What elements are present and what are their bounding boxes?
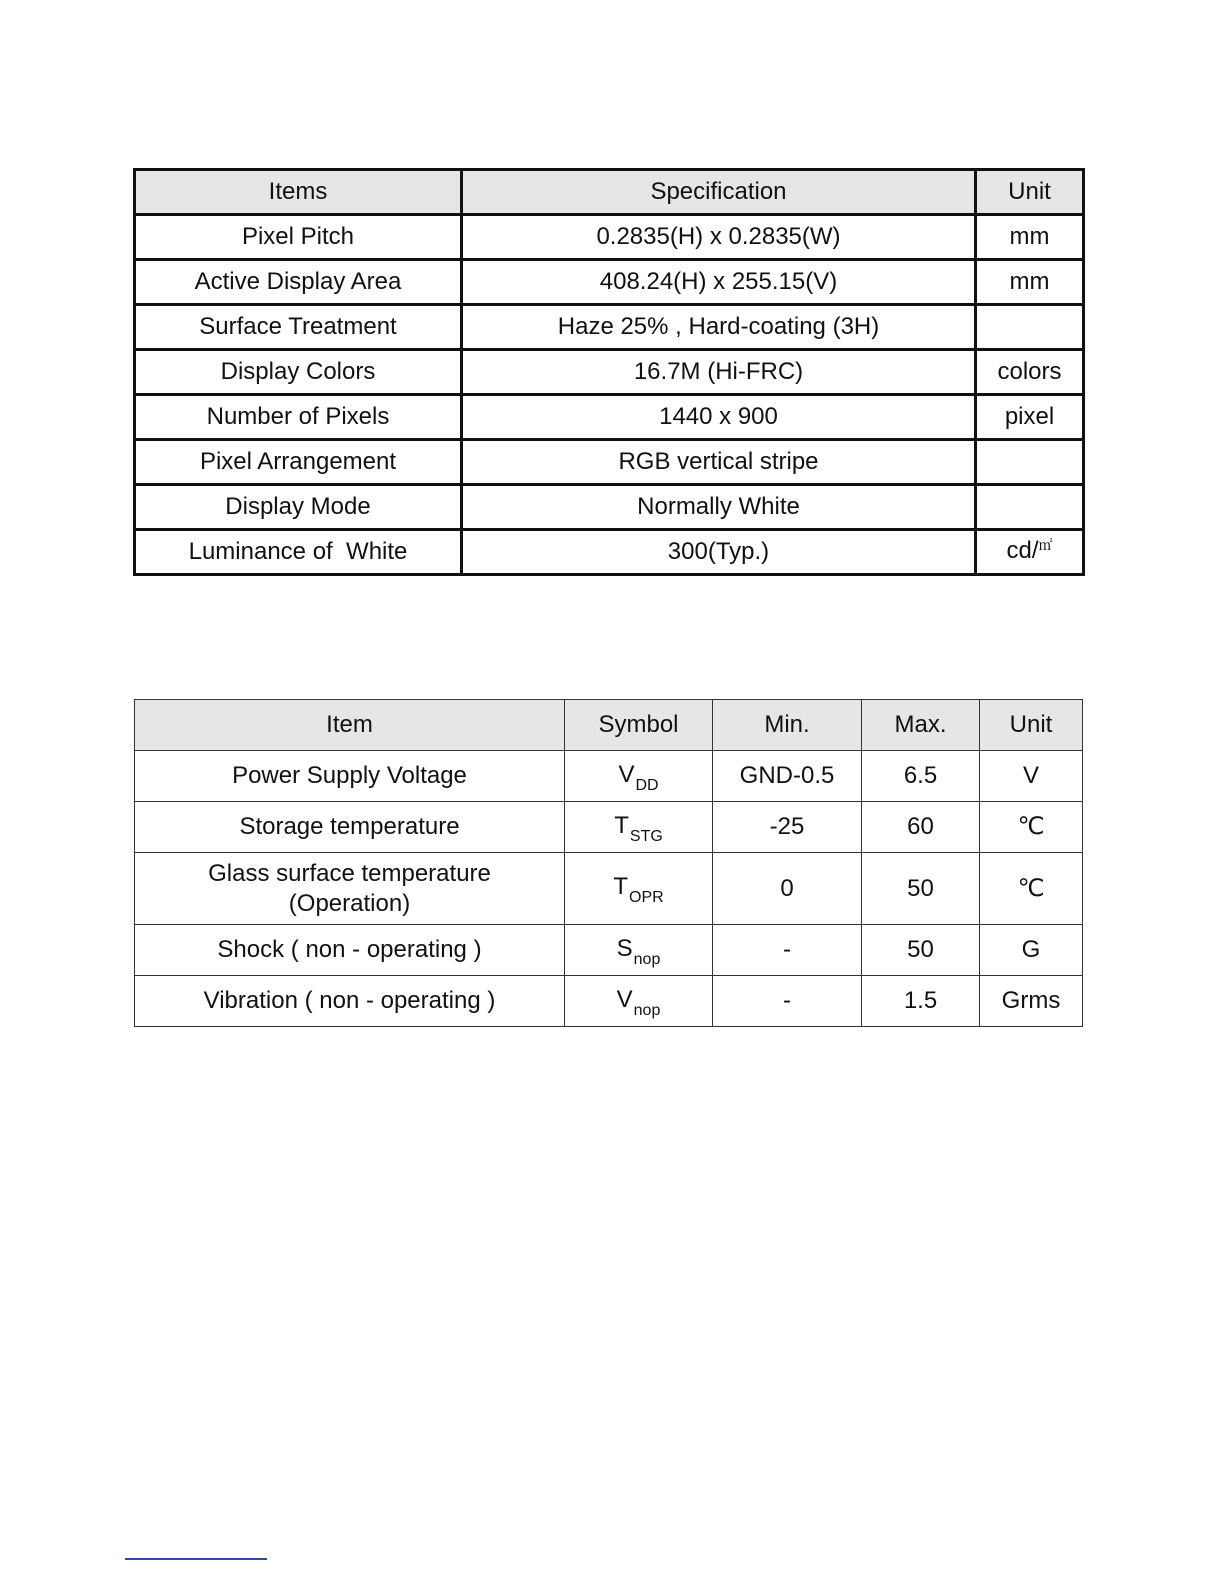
table-row — [135, 260, 1084, 305]
rating-min: - — [713, 925, 862, 976]
table-row — [135, 440, 1084, 485]
spec-value: 1440 x 900 — [462, 395, 976, 440]
spec-header-items: Items — [135, 170, 462, 215]
spec-item: Surface Treatment — [135, 305, 462, 350]
rating-item: Vibration ( non - operating ) — [135, 976, 565, 1027]
spec-item: Display Mode — [135, 485, 462, 530]
rating-symbol — [565, 853, 713, 925]
rating-min: - — [713, 976, 862, 1027]
symbol-subscript: DD — [635, 776, 659, 794]
spec-item: Pixel Arrangement — [135, 440, 462, 485]
rating-max: 6.5 — [862, 751, 980, 802]
table-row — [135, 751, 1083, 802]
table-row — [135, 802, 1083, 853]
spec-item: Pixel Pitch — [135, 215, 462, 260]
rating-item: Storage temperature — [135, 802, 565, 853]
rating-item — [135, 853, 565, 925]
symbol-letter: V — [616, 985, 633, 1013]
ratings-header-min: Min. — [713, 700, 862, 751]
footnote-divider — [125, 1558, 267, 1560]
spec-unit — [976, 305, 1084, 350]
table-row — [135, 305, 1084, 350]
symbol-letter: S — [616, 934, 633, 962]
rating-max: 50 — [862, 853, 980, 925]
ratings-header-symbol: Symbol — [565, 700, 713, 751]
spec-unit: colors — [976, 350, 1084, 395]
symbol-letter: V — [618, 760, 635, 788]
absolute-ratings-table — [134, 699, 1083, 1027]
rating-unit: Grms — [980, 976, 1083, 1027]
table-row — [135, 530, 1084, 575]
symbol-subscript: OPR — [629, 889, 664, 906]
unit-base: cd/ — [1006, 537, 1039, 564]
spec-value: Haze 25% , Hard-coating (3H) — [462, 305, 976, 350]
symbol-letter: T — [614, 811, 629, 839]
spec-unit — [976, 440, 1084, 485]
rating-unit: ℃ — [980, 802, 1083, 853]
rating-item: Shock ( non - operating ) — [135, 925, 565, 976]
table-row — [135, 976, 1083, 1027]
spec-header-row — [135, 170, 1084, 215]
rating-min: GND-0.5 — [713, 751, 862, 802]
spec-unit — [976, 485, 1084, 530]
ratings-header-unit: Unit — [980, 700, 1083, 751]
rating-item-line: Glass surface temperature — [208, 859, 491, 887]
rating-max: 50 — [862, 925, 980, 976]
table-row — [135, 925, 1083, 976]
table-row — [135, 853, 1083, 925]
spec-header-specification: Specification — [462, 170, 976, 215]
ratings-header-max: Max. — [862, 700, 980, 751]
rating-max: 60 — [862, 802, 980, 853]
spec-value: RGB vertical stripe — [462, 440, 976, 485]
table-row — [135, 395, 1084, 440]
rating-item: Power Supply Voltage — [135, 751, 565, 802]
general-spec-table — [133, 168, 1085, 576]
spec-unit: pixel — [976, 395, 1084, 440]
rating-unit: V — [980, 751, 1083, 802]
rating-min: -25 — [713, 802, 862, 853]
spec-unit: mm — [976, 215, 1084, 260]
symbol-subscript: nop — [633, 1001, 661, 1019]
table-row — [135, 215, 1084, 260]
spec-value: 0.2835(H) x 0.2835(W) — [462, 215, 976, 260]
square-meter-mark: ㎡ — [1038, 537, 1053, 553]
spec-item: Number of Pixels — [135, 395, 462, 440]
ratings-header-item: Item — [135, 700, 565, 751]
spec-item: Active Display Area — [135, 260, 462, 305]
symbol-letter: T — [613, 873, 628, 900]
spec-value: Normally White — [462, 485, 976, 530]
table-row — [135, 485, 1084, 530]
spec-value: 408.24(H) x 255.15(V) — [462, 260, 976, 305]
rating-min: 0 — [713, 853, 862, 925]
table-row — [135, 350, 1084, 395]
spec-unit — [976, 530, 1084, 575]
spec-item: Luminance of White — [135, 530, 462, 575]
rating-symbol — [565, 925, 713, 976]
rating-unit: ℃ — [980, 853, 1083, 925]
rating-max: 1.5 — [862, 976, 980, 1027]
spec-unit: mm — [976, 260, 1084, 305]
spec-value: 300(Typ.) — [462, 530, 976, 575]
spec-item: Display Colors — [135, 350, 462, 395]
rating-unit: G — [980, 925, 1083, 976]
rating-symbol — [565, 751, 713, 802]
spec-value: 16.7M (Hi-FRC) — [462, 350, 976, 395]
ratings-header-row — [135, 700, 1083, 751]
rating-symbol — [565, 802, 713, 853]
rating-symbol — [565, 976, 713, 1027]
rating-item-line: (Operation) — [288, 889, 411, 917]
symbol-subscript: STG — [629, 827, 663, 845]
symbol-subscript: nop — [633, 950, 661, 968]
spec-header-unit: Unit — [976, 170, 1084, 215]
